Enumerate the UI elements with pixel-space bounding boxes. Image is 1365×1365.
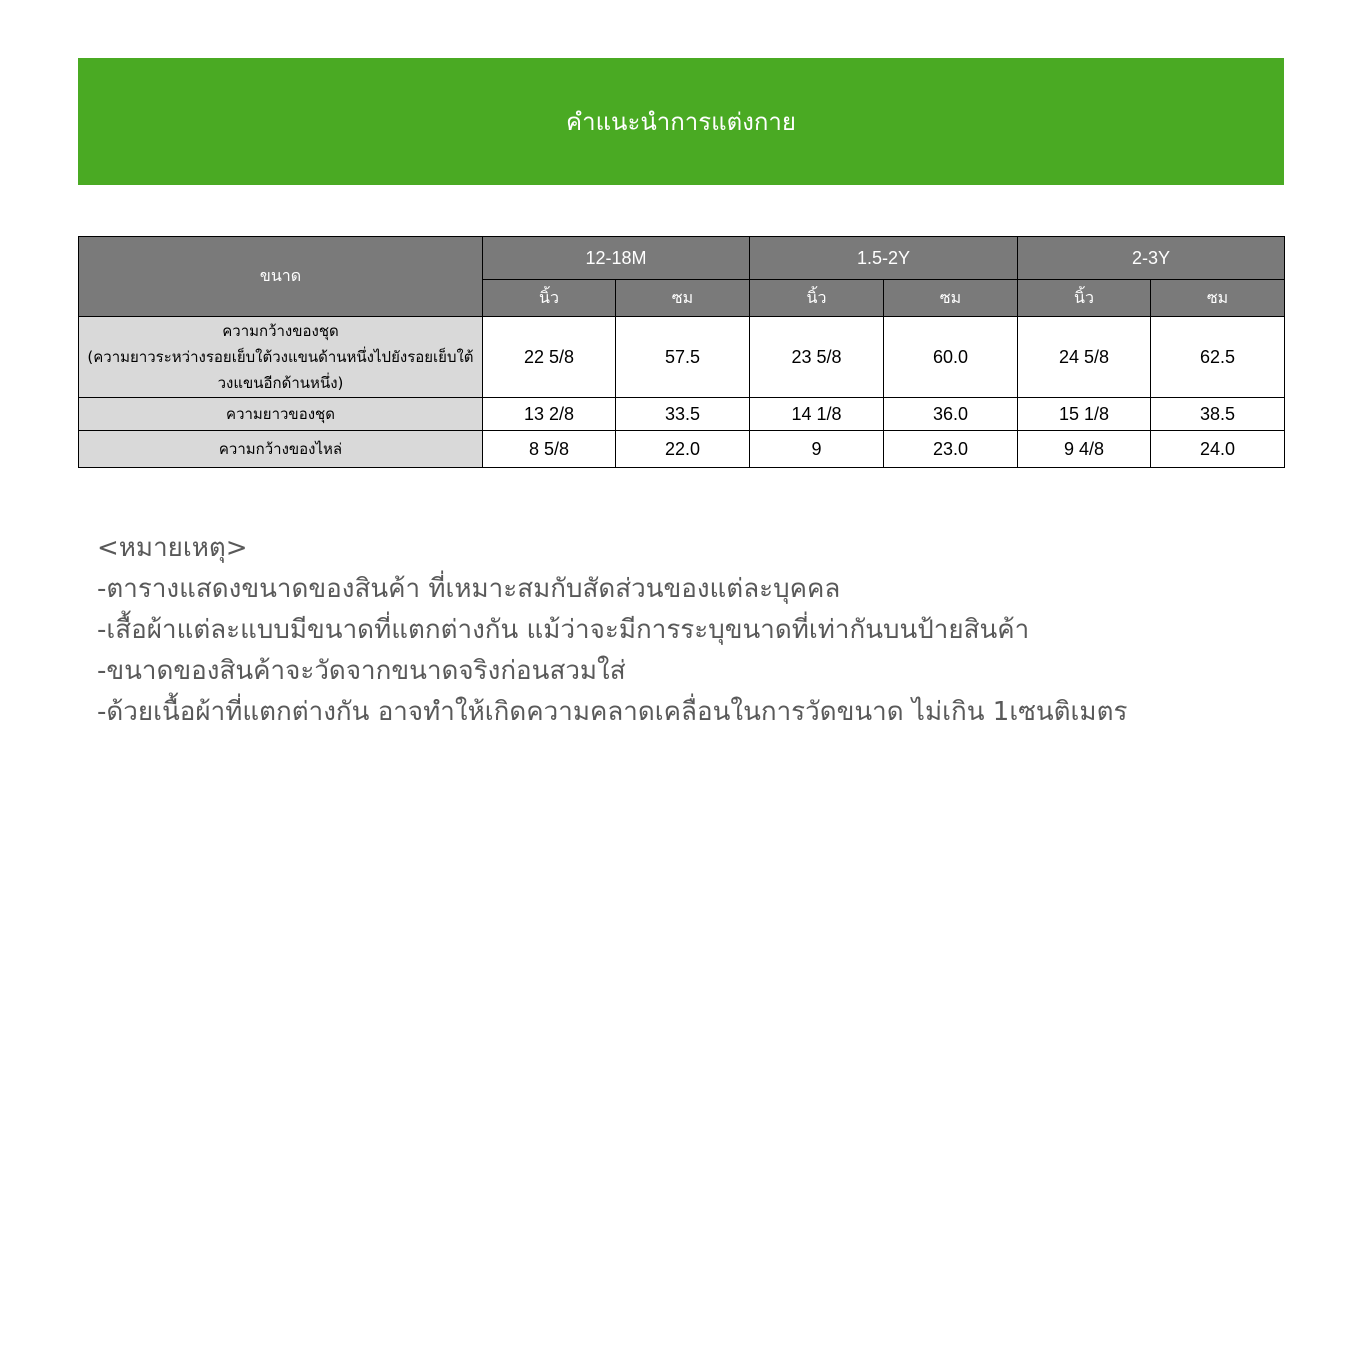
table-cell: 8 5/8 [483, 431, 616, 468]
table-cell: 38.5 [1151, 398, 1285, 431]
size-group-header: 1.5-2Y [750, 237, 1018, 280]
table-cell: 22 5/8 [483, 317, 616, 398]
table-row [79, 398, 1285, 431]
page-title: คำแนะนำการแต่งกาย [566, 108, 796, 136]
unit-header-inch: นิ้ว [1018, 280, 1151, 317]
table-row [79, 431, 1285, 468]
unit-header-cm: ซม [1151, 280, 1285, 317]
table-cell: 60.0 [884, 317, 1018, 398]
row-label-line: ความกว้างของชุด [222, 322, 339, 340]
row-label-line: ความกว้างของไหล่ [218, 440, 343, 458]
note-item: -ตารางแสดงขนาดของสินค้า ที่เหมาะสมกับสัดส่วนของแต่ละบุคคล [97, 574, 841, 604]
note-item: -ด้วยเนื้อผ้าที่แตกต่างกัน อาจทำให้เกิดความคลาดเคลื่อนในการวัดขนาด ไม่เกิน 1เซนติเมตร [97, 697, 1128, 727]
size-group-header: 2-3Y [1018, 237, 1285, 280]
table-cell: 23.0 [884, 431, 1018, 468]
unit-header-cm: ซม [884, 280, 1018, 317]
note-item: -เสื้อผ้าแต่ละแบบมีขนาดที่แตกต่างกัน แม้ว่าจะมีการระบุขนาดที่เท่ากันบนป้ายสินค้า [97, 615, 1030, 645]
unit-header-inch: นิ้ว [750, 280, 884, 317]
table-row [79, 317, 1285, 398]
unit-header-inch: นิ้ว [483, 280, 616, 317]
row-label-line: ความยาวของชุด [226, 405, 335, 423]
table-cell: 57.5 [616, 317, 750, 398]
row-label [79, 317, 483, 398]
size-chart-table [78, 236, 1285, 468]
unit-header-cm: ซม [616, 280, 750, 317]
row-label [79, 431, 483, 468]
table-cell: 23 5/8 [750, 317, 884, 398]
table-cell: 62.5 [1151, 317, 1285, 398]
notes-section [97, 528, 1277, 733]
table-header-row-groups [79, 237, 1285, 280]
table-cell: 15 1/8 [1018, 398, 1151, 431]
table-cell: 36.0 [884, 398, 1018, 431]
row-label-line: (ความยาวระหว่างรอยเย็บใต้วงแขนด้านหนึ่งไปยังรอยเย็บใต้ [87, 348, 474, 366]
table-cell: 24 5/8 [1018, 317, 1151, 398]
size-header: ขนาด [79, 237, 483, 317]
title-banner [78, 58, 1284, 185]
table-cell: 22.0 [616, 431, 750, 468]
table-cell: 9 4/8 [1018, 431, 1151, 468]
notes-heading: <หมายเหตุ> [97, 533, 248, 563]
table-cell: 13 2/8 [483, 398, 616, 431]
size-group-header: 12-18M [483, 237, 750, 280]
row-label-line: วงแขนอีกด้านหนึ่ง) [217, 374, 344, 392]
table-cell: 14 1/8 [750, 398, 884, 431]
table-cell: 33.5 [616, 398, 750, 431]
table-cell: 9 [750, 431, 884, 468]
table-cell: 24.0 [1151, 431, 1285, 468]
row-label [79, 398, 483, 431]
note-item: -ขนาดของสินค้าจะวัดจากขนาดจริงก่อนสวมใส่ [97, 656, 626, 686]
